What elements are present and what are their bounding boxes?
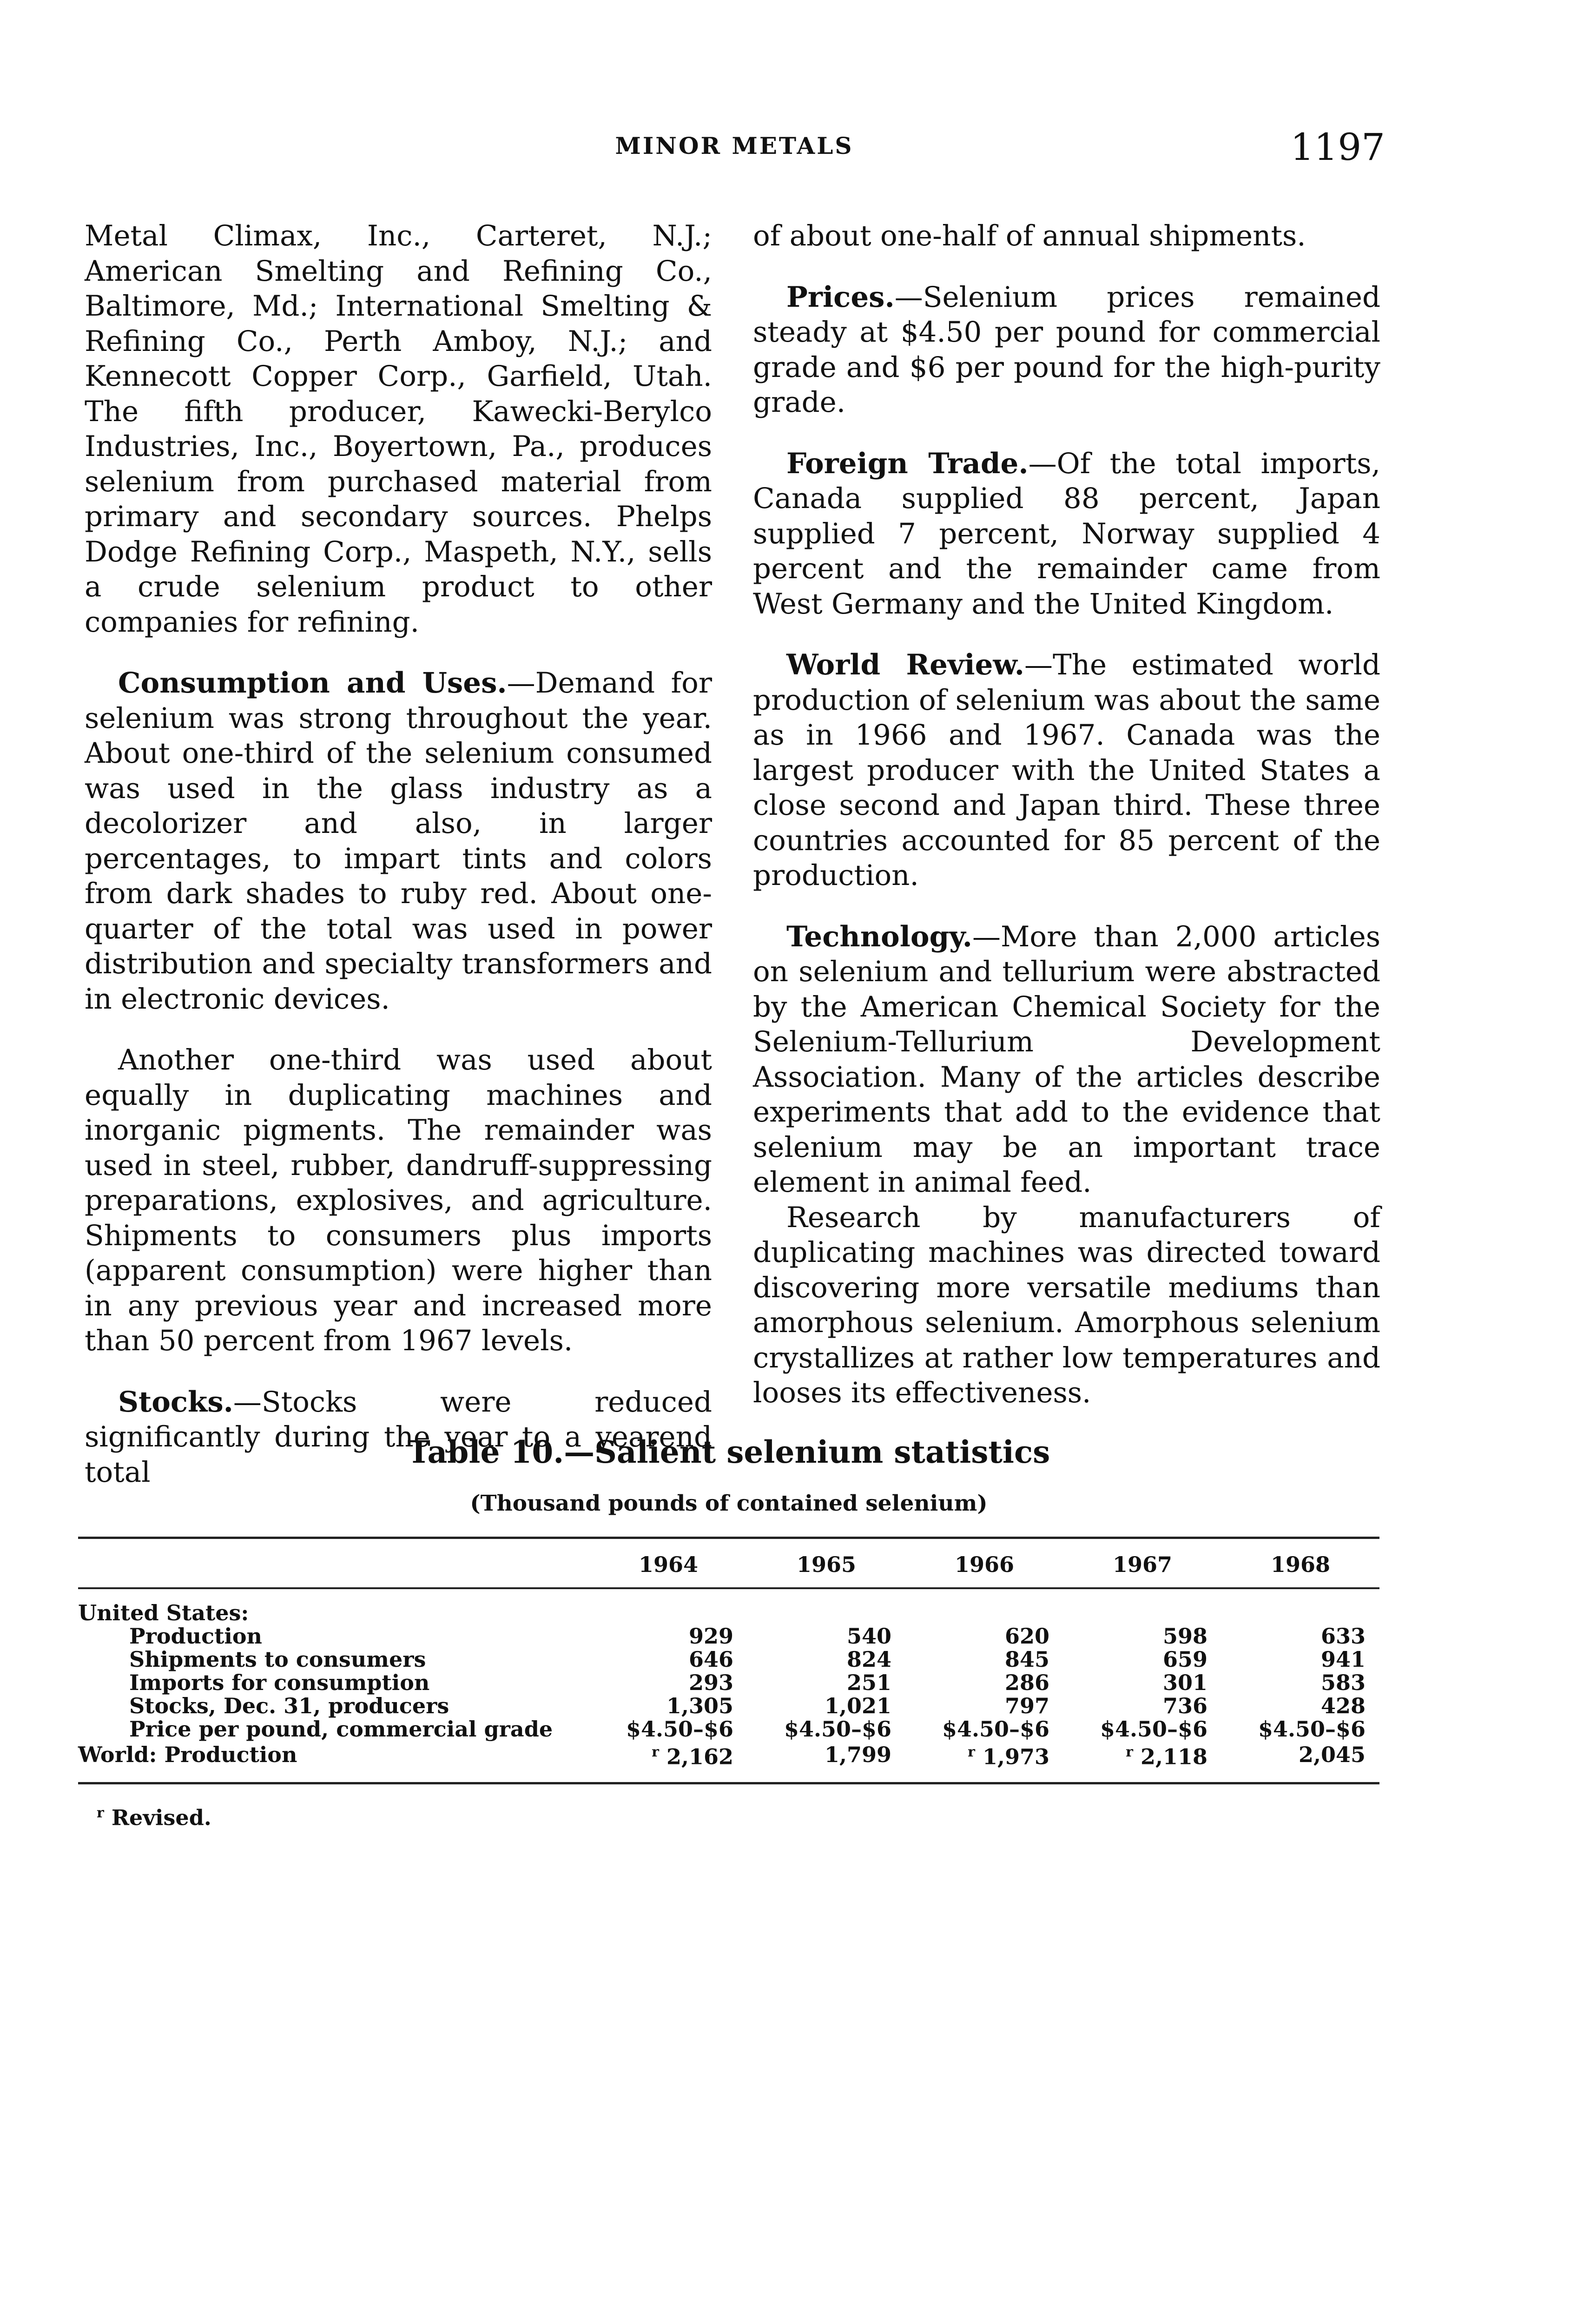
statistics-table-section — [78, 1434, 1379, 1830]
left-column — [85, 218, 712, 1490]
table-row — [78, 1624, 1379, 1648]
table-cell: $4.50–$6 — [784, 1717, 891, 1742]
technology-paragraph — [753, 919, 1380, 1200]
technology-text: —More than 2,000 articles on selenium and tellurium were abstracted by the American Chemical Society for the Selenium-Tellurium Development Association. Many of the articles describe experiments that add to the evidence that selenium may be an important trace element in animal feed. — [753, 920, 1380, 1199]
statistics-table — [78, 1537, 1379, 1784]
table-cell: 633 — [1320, 1624, 1366, 1649]
table-cell: 797 — [1004, 1693, 1049, 1718]
table-cell: $4.50–$6 — [1258, 1717, 1366, 1742]
table-cell: 941 — [1320, 1647, 1366, 1672]
table-cell: 736 — [1162, 1693, 1207, 1718]
table-cell: 929 — [688, 1624, 733, 1649]
stocks-text: —Stocks were reduced significantly during the year to a yearend total — [85, 1385, 712, 1489]
world-review-heading: World Review. — [786, 648, 1025, 681]
header-stub — [78, 1538, 589, 1589]
header-year: 1968 — [1221, 1538, 1379, 1589]
running-title: MINOR METALS — [615, 132, 854, 159]
table-cell: 583 — [1320, 1670, 1366, 1695]
table-cell: 293 — [688, 1670, 733, 1695]
consumption-heading: Consumption and Uses. — [118, 667, 507, 700]
table-cell: 286 — [1004, 1670, 1049, 1695]
consumption-text: —Demand for selenium was strong throughout the year. About one-third of the selenium consumed was used in the glass industry as a decolorizer and also, in larger percentages, to impart tints and colors from dark shades to ruby red. About one-quarter of the total was used in power distribution and specialty transformers and in electronic devices. — [85, 667, 712, 1016]
revised-mark: r — [652, 1744, 659, 1760]
trade-heading: Foreign Trade. — [786, 447, 1029, 480]
consumption-paragraph — [85, 666, 712, 1017]
header-year: 1967 — [1063, 1538, 1221, 1589]
table-cell: $4.50–$6 — [626, 1717, 733, 1742]
world-review-paragraph — [753, 647, 1380, 893]
row-label: Imports for consumption — [129, 1670, 430, 1695]
technology-heading: Technology. — [786, 920, 972, 953]
prices-heading: Prices. — [786, 280, 895, 314]
trade-paragraph — [753, 446, 1380, 622]
table-row — [78, 1694, 1379, 1717]
us-section-label: United States: — [78, 1600, 249, 1625]
table-cell: 659 — [1162, 1647, 1207, 1672]
world-review-text: —The estimated world production of selenium was about the same as in 1966 and 1967. Canada was the largest producer with the United States a close second and Japan third. These three countries accounted for 85 percent of the production. — [753, 648, 1380, 892]
table-subtitle: (Thousand pounds of contained selenium) — [470, 1491, 988, 1516]
footnote-mark: r — [97, 1805, 104, 1822]
table-cell: 1,021 — [824, 1693, 891, 1718]
table-row — [78, 1588, 1379, 1624]
trade-text: —Of the total imports, Canada supplied 88 percent, Japan supplied 7 percent, Norway supplied 4 percent and the remainder came from West Germany and the United Kingdom. — [753, 447, 1380, 621]
revised-mark: r — [1126, 1744, 1133, 1760]
table-cell: 1,305 — [666, 1693, 733, 1718]
table-cell: 620 — [1004, 1624, 1049, 1649]
table-cell: $^r$ 1,973 — [905, 1741, 1063, 1783]
stocks-continuation: of about one-half of annual shipments. — [753, 219, 1306, 252]
table-cell: 540 — [846, 1624, 891, 1649]
table-cell: $^r$ 2,118 — [1063, 1741, 1221, 1783]
row-label: Price per pound, commercial grade — [129, 1717, 553, 1742]
consumption-paragraph-2: Another one-third was used about equally in duplicating machines and inorganic pigments. The remainder was used in steel, rubber, dandruff-suppressing preparations, explosives, and agriculture. Shipments to consumers plus imports (apparent consumption) were higher than in any previous year and increased more than 50 percent from 1967 levels. — [85, 1043, 712, 1357]
table-cell: 2,045 — [1221, 1741, 1379, 1783]
table-cell: 646 — [688, 1647, 733, 1672]
table-cell: $^r$ 2,162 — [589, 1741, 747, 1783]
row-label: Stocks, Dec. 31, producers — [129, 1693, 449, 1718]
header-year: 1964 — [589, 1538, 747, 1589]
table-row — [78, 1648, 1379, 1671]
producers-paragraph: Metal Climax, Inc., Carteret, N.J.; American Smelting and Refining Co., Baltimore, Md.; International Smelting & Refining Co., Perth Amboy, N.J.; and Kennecott Copper Corp., Garfield, Utah. The fifth producer, Kawecki-Berylco Industries, Inc., Boyertown, Pa., produces selenium from purchased material from primary and secondary sources. Phelps Dodge Refining Corp., Maspeth, N.Y., sells a crude selenium product to other companies for refining. — [85, 219, 712, 639]
row-label: Production — [129, 1624, 262, 1649]
table-row — [78, 1671, 1379, 1694]
table-cell: 1,799 — [747, 1741, 905, 1783]
world-row-label: World: Production — [78, 1741, 589, 1783]
prices-paragraph — [753, 280, 1380, 420]
table-cell: 251 — [846, 1670, 891, 1695]
page-number: 1197 — [1290, 125, 1385, 169]
page-header — [84, 125, 1385, 169]
table-cell: 824 — [846, 1647, 891, 1672]
table-cell: 845 — [1004, 1647, 1049, 1672]
revised-mark: r — [968, 1744, 975, 1760]
header-year: 1965 — [747, 1538, 905, 1589]
table-cell: 301 — [1162, 1670, 1207, 1695]
stocks-heading: Stocks. — [118, 1385, 233, 1419]
table-footnote: $^r$ Revised. — [97, 1805, 211, 1830]
table-cell: $4.50–$6 — [942, 1717, 1049, 1742]
table-cell: 428 — [1320, 1693, 1366, 1718]
table-cell: 598 — [1162, 1624, 1207, 1649]
table-row — [78, 1717, 1379, 1741]
header-year: 1966 — [905, 1538, 1063, 1589]
row-label: Shipments to consumers — [129, 1647, 426, 1672]
table-cell: $4.50–$6 — [1100, 1717, 1207, 1742]
table-header-row — [78, 1538, 1379, 1589]
prices-text: —Selenium prices remained steady at $4.50 per pound for commercial grade and $6 per pound for the high-purity grade. — [753, 280, 1380, 419]
right-column — [753, 218, 1380, 1411]
table-title: Table 10.—Salient selenium statistics — [407, 1434, 1050, 1470]
table-row — [78, 1741, 1379, 1783]
research-paragraph: Research by manufacturers of duplicating machines was directed toward discovering more versatile mediums than amorphous selenium. Amorphous selenium crystallizes at rather low temperatures and looses its effectiveness. — [753, 1201, 1380, 1409]
